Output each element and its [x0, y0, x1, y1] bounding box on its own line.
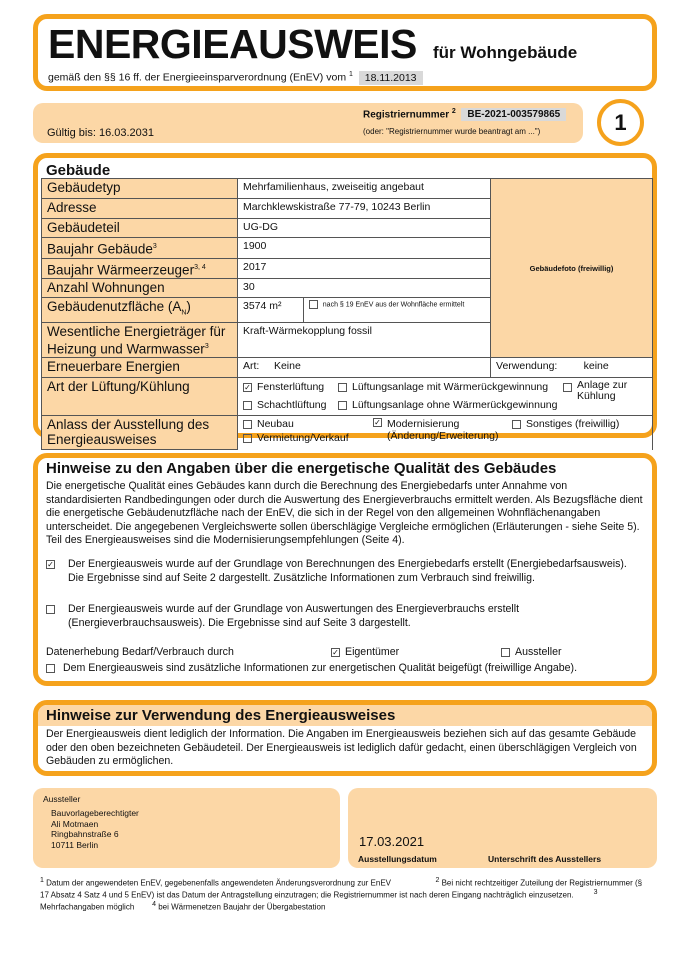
checkbox-modernization[interactable]: ✓: [374, 418, 381, 428]
building-table: [41, 178, 653, 450]
issue-date: 17.03.2021: [359, 834, 425, 849]
page-number: 1: [597, 99, 644, 146]
checkbox-new[interactable]: [243, 420, 252, 429]
usage-title: Hinweise zur Verwendung des Energieausweises: [46, 707, 396, 724]
checkbox-vent-no-recovery[interactable]: [338, 401, 347, 410]
row-address: Adresse Marchklewskistraße 77-79, 10243 Berlin: [42, 199, 653, 219]
row-building-type: Gebäudetyp Mehrfamilienhaus, zweiseitig angebaut Gebäudefoto (freiwillig): [42, 179, 653, 199]
usage-section: [33, 700, 657, 776]
checkbox-owner[interactable]: ✓: [332, 647, 339, 657]
registration: Registriernummer $^2$ BE-2021-003579865: [363, 108, 566, 120]
checkbox-demand[interactable]: ✓: [47, 560, 54, 569]
row-renewable: Erneuerbare Energien Art: Keine Verwendung: keine: [42, 358, 653, 378]
checkbox-cooling[interactable]: [563, 383, 572, 392]
legal-basis: gemäß den §§ 16 ff. der Energieeinsparverordnung (EnEV) vom $^1$ 18.11.2013: [48, 71, 423, 84]
row-energy-carrier: Wesentliche Energieträger für Heizung und Warmwasser$^3$ Kraft-Wärmekopplung fossil: [42, 322, 653, 358]
header-box: [33, 14, 657, 91]
registration-number: BE-2021-003579865: [461, 108, 566, 121]
notes-intro: Die energetische Qualität eines Gebäudes kann durch die Berechnung des Energiebedarfs unter Annahme von standardisierten Randbedingungen oder durch die Auswertung des Energieverbrauchs ermittelt werden. Als Bezugsfläche dient die energetische Gebäudenutzfläche nach der EnEV, die sich in der Regel von den allgemeinen Wohnflächenangaben unterscheidet. Die angegebenen Vergleichswerte sollen überschlägige Vergleiche ermöglichen (Erläuterungen - siehe Seite 5). Teil des Energieausweises sind die Modernisierungsempfehlungen (Seite 4).: [46, 480, 643, 546]
issuer-box: Aussteller Bauvorlageberechtigter Ali Motmaen Ringbahnstraße 6 10711 Berlin: [33, 788, 340, 868]
row-ventilation: Art der Lüftung/Kühlung ✓ Fensterlüftung Lüftungsanlage mit Wärmerückgewinnung Anlage zur Kühlung Schachtlüftung Lüftungsanlage ohne Wärmerückgewinnung: [42, 378, 653, 416]
checkbox-shaft[interactable]: [243, 401, 252, 410]
checkbox-issuer[interactable]: [501, 648, 510, 657]
checkbox-other[interactable]: [512, 420, 521, 429]
row-apartments: Anzahl Wohnungen 30: [42, 279, 653, 298]
footnotes: $^1$ Datum der angewendeten EnEV, gegebenenfalls angewendeten Änderungsverordnung zur EnEV $^2$ Bei nicht rechtzeitiger Zuteilung der Registriernummer (§ 17 Absatz 4 Satz 4 und 5 EnEV) ist das Datum der Antragstellung einzutragen; die Registriernummer ist nach deren Eingang nachträglich einzusetzen. $^3$ Mehrfachangaben möglich $^4$ bei Wärmenetzen Baujahr der Übergabestation: [40, 877, 643, 912]
checkbox-consumption[interactable]: [46, 605, 55, 614]
checkbox-vent-recovery[interactable]: [338, 383, 347, 392]
row-building-part: Gebäudeteil UG-DG: [42, 219, 653, 238]
checkbox-extra[interactable]: [46, 664, 55, 673]
building-photo: Gebäudefoto (freiwillig): [491, 179, 653, 358]
checkbox-window[interactable]: ✓: [244, 382, 251, 392]
signature-box: 17.03.2021 Ausstellungsdatum Unterschrift des Ausstellers: [348, 788, 657, 868]
checkbox-rent-sale[interactable]: [243, 434, 252, 443]
area-checkbox[interactable]: [309, 300, 318, 309]
enev-date: 18.11.2013: [359, 71, 423, 85]
document-subtitle: für Wohngebäude: [433, 43, 578, 62]
document-title: ENERGIEAUSWEIS: [48, 21, 417, 67]
building-section: [33, 153, 657, 448]
row-year-built: Baujahr Gebäude$^3$ 1900: [42, 238, 653, 259]
valid-until: Gültig bis: 16.03.2031: [47, 127, 155, 139]
row-floor-area: Gebäudenutzfläche $(A_N)$ 3574 m² nach § 19 EnEV aus der Wohnfläche ermittelt: [42, 298, 653, 323]
registration-note: (oder: "Registriernummer wurde beantragt am ..."): [363, 127, 541, 136]
usage-text: Der Energieausweis dient lediglich der Information. Die Angaben im Energieausweis beziehen sich auf das gesamte Gebäude oder den oben bezeichneten Gebäudeteil. Der Energieausweis ist lediglich dafür gedacht, einen überschlägigen Vergleich von Gebäuden zu ermöglichen.: [46, 728, 637, 767]
validity-box: [33, 103, 583, 143]
row-year-heater: Baujahr Wärmeerzeuger$^{3, 4}$ 2017: [42, 258, 653, 279]
notes-title: Hinweise zu den Angaben über die energetische Qualität des Gebäudes: [46, 460, 557, 477]
row-reason: Anlass der Ausstellung des Energieausweises Neubau ✓ Modernisierung (Änderung/Erweiterung) Sonstiges (freiwillig) Vermietung/Verkauf: [42, 416, 653, 450]
building-title: Gebäude: [46, 162, 111, 179]
issuer-address: Bauvorlageberechtigter Ali Motmaen Ringbahnstraße 6 10711 Berlin: [51, 808, 139, 850]
signature-label: Unterschrift des Ausstellers: [488, 854, 602, 864]
notes-section: Hinweise zu den Angaben über die energetische Qualität des Gebäudes Die energetische Qualität eines Gebäudes kann durch die Berechnung des Energiebedarfs unter Annahme von standardisierten Randbedingungen oder durch die Auswertung des Energieverbrauchs ermittelt werden. Als Bezugsfläche dient die energetische Gebäudenutzfläche nach der EnEV, die sich in der Regel von den allgemeinen Wohnflächenangaben unterscheidet. Die angegebenen Vergleichswerte sollen überschlägige Vergleiche ermöglichen (Erläuterungen - siehe Seite 5). Teil des Energieausweises sind die Modernisierungsempfehlungen (Seite 4). ✓ Der Energieausweis wurde auf der Grundlage von Berechnungen des Energiebedarfs erstellt (Energiebedarfsausweis). Die Ergebnisse sind auf Seite 2 dargestellt. Zusätzliche Informationen zum Verbrauch sind freiwillig. Der Energieausweis wurde auf der Grundlage von Auswertungen des Energieverbrauchs erstellt (Energieverbrauchsausweis). Die Ergebnisse sind auf Seite 3 dargestellt. Datenerhebung Bedarf/Verbrauch durch ✓ Eigentümer Aussteller Dem Energieausweis sind zusätzliche Informationen zur energetischen Qualität beigefügt (freiwillige Angabe).: [33, 453, 657, 686]
